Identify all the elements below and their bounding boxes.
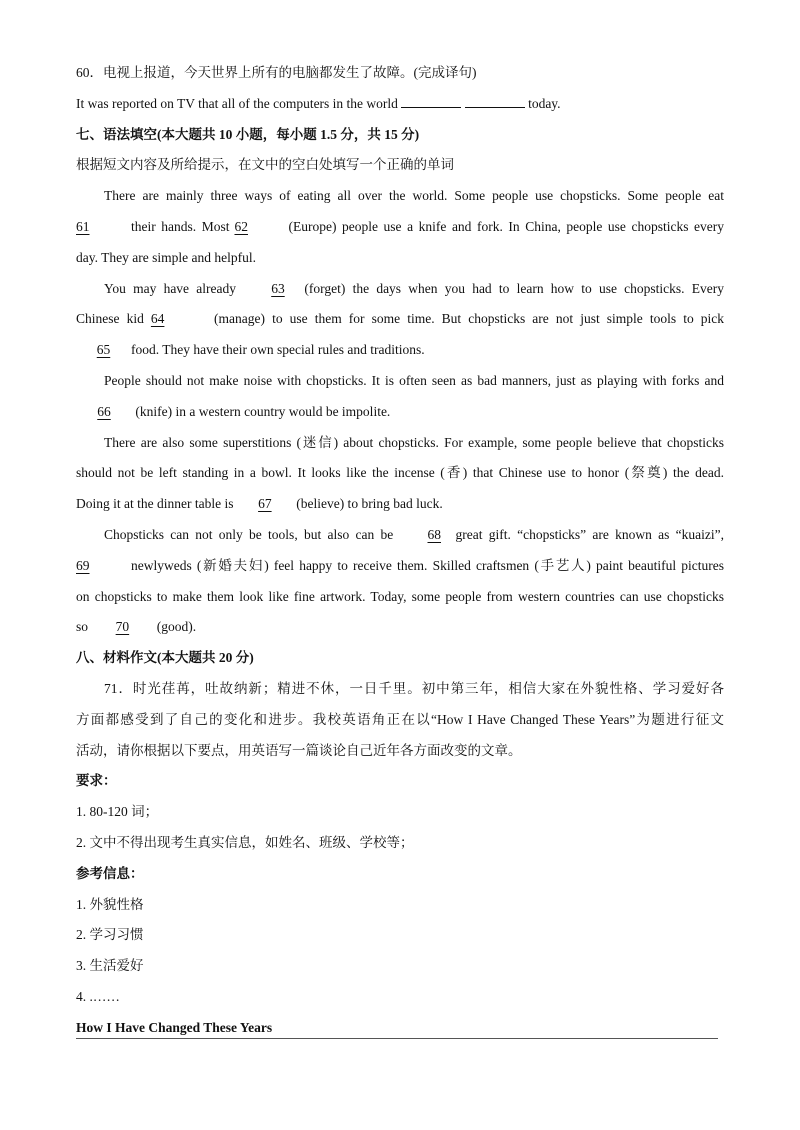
exam-page [76, 58, 724, 1044]
essay-title: How I Have Changed These Years [76, 1019, 273, 1035]
p4-line3 [76, 489, 724, 520]
q71-line1: 71．时光荏苒，吐故纳新；精进不休，一日千里。初中第三年，相信大家在外貌性格、学习爱好各 [104, 680, 724, 696]
p1-line2 [76, 212, 724, 243]
p1-line3: day. They are simple and helpful. [76, 249, 256, 265]
blank-65[interactable]: 65 [96, 342, 111, 358]
p5-text-c: newlyweds (新婚夫妇) feel happy to receive them. Skilled craftsmen (手艺人) paint beautiful pictures [131, 557, 724, 573]
q60-prompt: 60．电视上报道，今天世界上所有的电脑都发生了故障。(完成译句) [76, 65, 477, 80]
p2-text-c: Chinese kid [76, 311, 144, 327]
blank-68[interactable]: 68 [427, 526, 441, 542]
requirement-2: 2. 文中不得出现考生真实信息，如姓名、班级、学校等； [76, 834, 414, 850]
p1-text-b: (Europe) people use a knife and fork. In China, people use chopsticks every [288, 218, 724, 234]
reference-title: 参考信息： [76, 865, 144, 881]
q71-line2: 方面都感受到了自己的变化和进步。我校英语角正在以“How I Have Changed These Years”为题进行征文 [76, 711, 724, 727]
p1-text-a: their hands. Most [131, 218, 230, 234]
section8-title: 八、材料作文(本大题共 20 分) [76, 650, 254, 666]
p2-text-d: (manage) to use them for some time. But chopsticks are not just simple tools to pick [214, 311, 725, 327]
p2-line1 [76, 274, 724, 305]
q60-blank-2[interactable] [465, 94, 525, 108]
p5-line1 [76, 520, 724, 551]
blank-70[interactable]: 70 [115, 619, 130, 635]
reference-3: 3. 生活爱好 [76, 958, 144, 974]
p5-line4 [76, 612, 724, 643]
p2-line3 [76, 335, 724, 366]
q60-sentence-before: It was reported on TV that all of the computers in the world [76, 95, 398, 111]
p2-text-a: You may have already [104, 280, 236, 296]
p4-line1: There are also some superstitions (迷信) about chopsticks. For example, some people believe that chopsticks [104, 434, 724, 450]
blank-69[interactable]: 69 [76, 557, 90, 573]
essay-writing-line[interactable] [76, 1038, 718, 1039]
blank-66[interactable]: 66 [97, 403, 111, 419]
q71-line3: 活动，请你根据以下要点，用英语写一篇谈论自己近年各方面改变的文章。 [76, 742, 522, 758]
p4-line2: should not be left standing in a bowl. It looks like the incense (香) that Chinese use to honor (祭奠) the dead. [76, 465, 724, 481]
q60-blank-1[interactable] [401, 94, 461, 108]
q60-sentence [76, 89, 724, 120]
blank-64[interactable]: 64 [150, 311, 165, 327]
p5-text-e: (good). [156, 619, 197, 635]
p2-text-e: food. They have their own special rules and traditions. [131, 342, 425, 358]
p5-line3: on chopsticks to make them look like fine artwork. Today, some people from western countries can use chopsticks [76, 588, 724, 604]
p5-line2 [76, 551, 724, 582]
p3-text: (knife) in a western country would be impolite. [135, 403, 391, 419]
q60-sentence-after: today. [528, 95, 561, 111]
blank-62[interactable]: 62 [234, 218, 248, 234]
p5-text-b: great gift. “chopsticks” are known as “kuaizi”, [455, 526, 724, 542]
reference-1: 1. 外貌性格 [76, 896, 144, 912]
p2-text-b: (forget) the days when you had to learn how to use chopsticks. Every [304, 280, 725, 296]
blank-63[interactable]: 63 [271, 280, 285, 296]
p5-text-d: so [76, 619, 89, 635]
p1-line1: There are mainly three ways of eating all over the world. Some people use chopsticks. Some people eat [104, 188, 724, 204]
blank-67[interactable]: 67 [258, 496, 272, 512]
requirements-title: 要求： [76, 773, 117, 789]
reference-4: 4. .…… [76, 988, 120, 1004]
p4-text-b: (believe) to bring bad luck. [296, 496, 443, 512]
p4-text-a: Doing it at the dinner table is [76, 496, 234, 512]
section7-instruction: 根据短文内容及所给提示，在文中的空白处填写一个正确的单词 [76, 157, 454, 173]
p2-line2 [76, 304, 724, 335]
section7-title: 七、语法填空(本大题共 10 小题，每小题 1.5 分，共 15 分) [76, 126, 420, 142]
p3-line1: People should not make noise with chopsticks. It is often seen as bad manners, just as playing with forks and [104, 372, 724, 388]
reference-2: 2. 学习习惯 [76, 927, 144, 943]
p3-line2 [76, 397, 724, 428]
p5-text-a: Chopsticks can not only be tools, but also can be [104, 526, 394, 542]
requirement-1: 1. 80-120 词； [76, 804, 159, 820]
blank-61[interactable]: 61 [76, 218, 90, 234]
